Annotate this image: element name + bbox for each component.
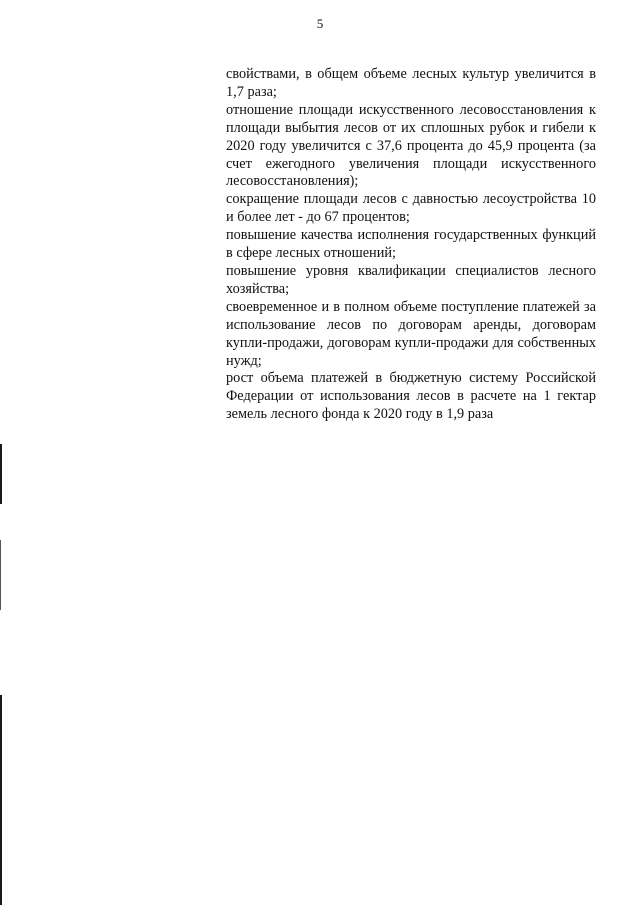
page-number: 5 <box>316 16 324 31</box>
list-item: рост объема платежей в бюджетную систему Российской Федерации от использования лесов в расчете на 1 гектар земель лесного фонда к 2020 году в 1,9 раза <box>226 370 596 423</box>
scan-edge-mark <box>0 695 2 905</box>
scan-edge-mark <box>0 444 2 504</box>
list-item: сокращение площади лесов с давностью лесоустройства 10 и более лет - до 67 процентов; <box>226 191 596 226</box>
list-item: свойствами, в общем объеме лесных культур увеличится в 1,7 раза; <box>226 66 596 100</box>
list-item: своевременное и в полном объеме поступление платежей за использование лесов по договорам аренды, договорам купли-продажи, договорам купли-продажи для собственных нужд; <box>226 298 596 369</box>
scan-edge-mark <box>0 540 1 610</box>
document-body <box>226 66 596 424</box>
list-item: повышение уровня квалификации специалистов лесного хозяйства; <box>226 262 596 297</box>
list-item: повышение качества исполнения государственных функций в сфере лесных отношений; <box>226 227 596 262</box>
list-item: отношение площади искусственного лесовосстановления к площади выбытия лесов от их сплошных рубок и гибели к 2020 году увеличится с 37,6 процента до 45,9 процента (за счет ежегодного увеличения площади искусственного лесовосстановления); <box>226 101 596 190</box>
